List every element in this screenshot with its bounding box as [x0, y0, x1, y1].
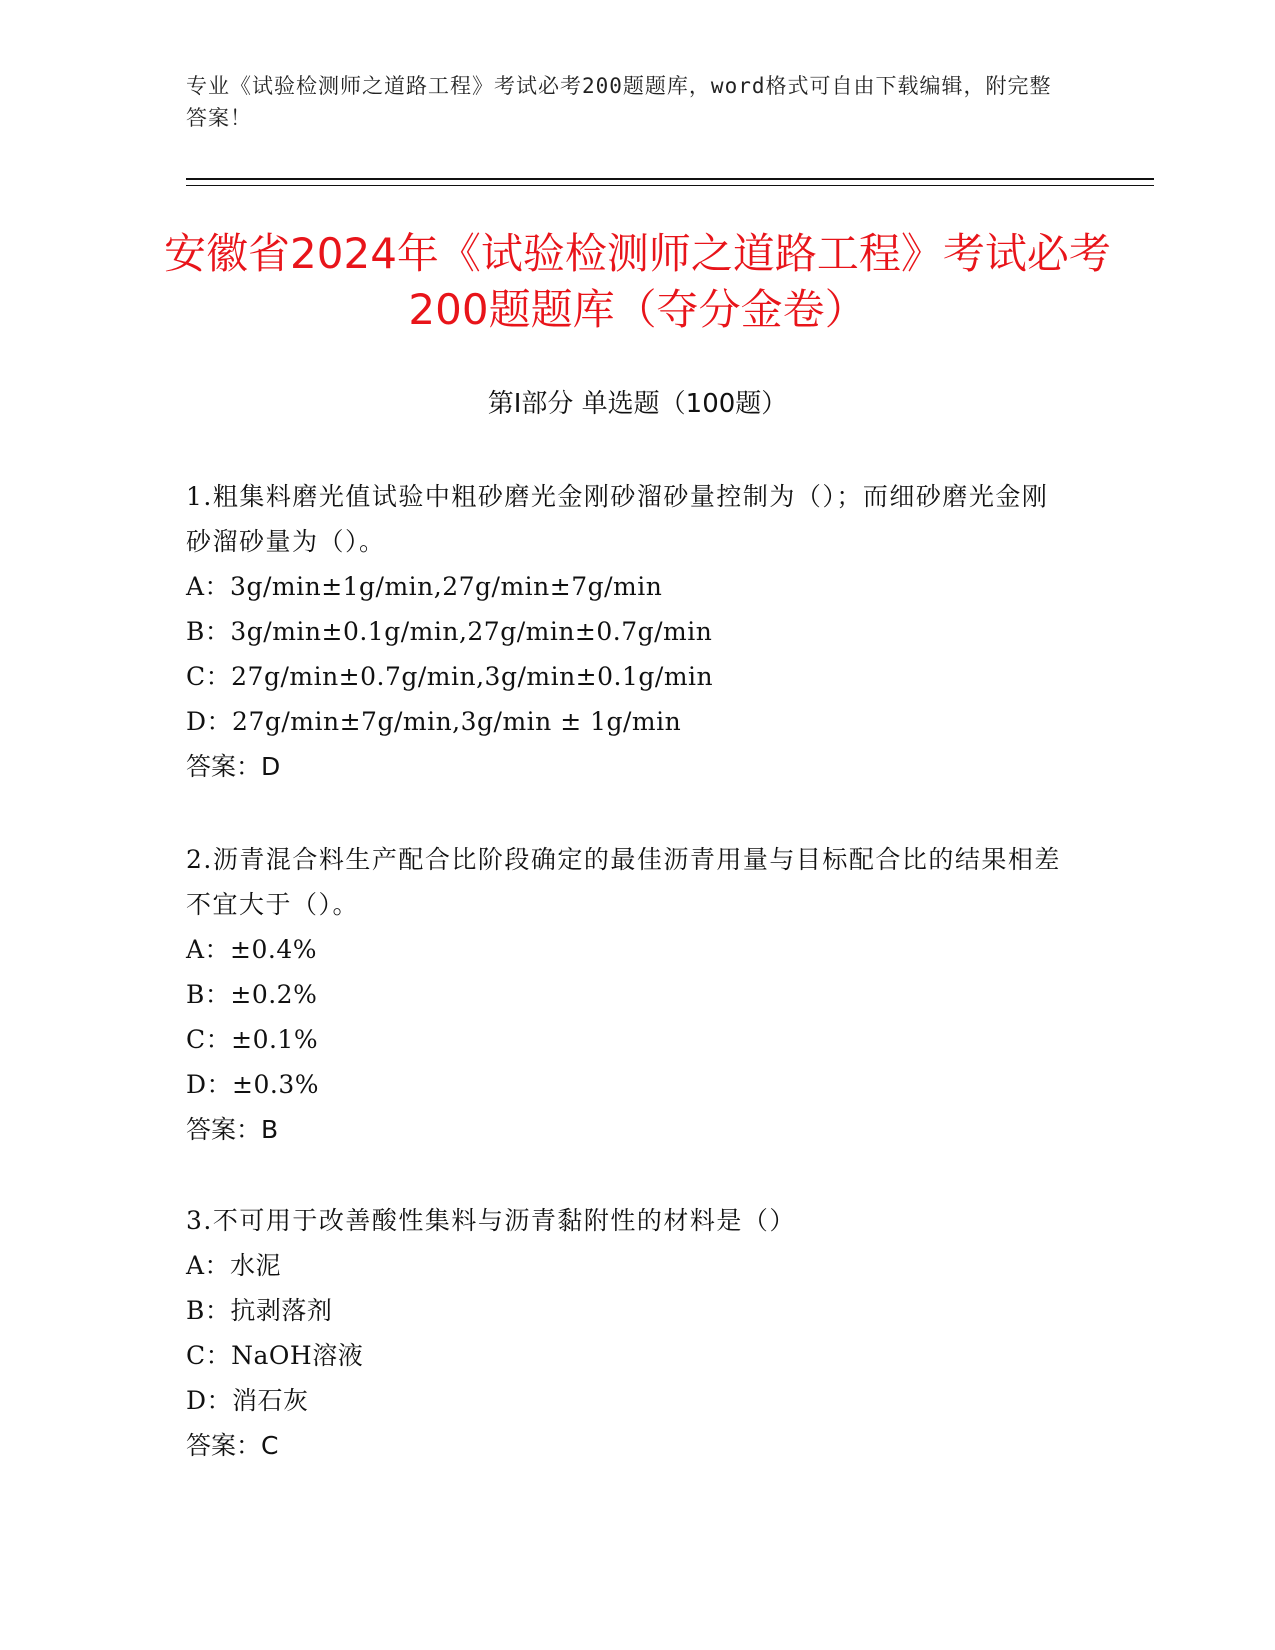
- option-a: A：±0.4%: [186, 935, 318, 964]
- question-stem: 2.沥青混合料生产配合比阶段确定的最佳沥青用量与目标配合比的结果相差不宜大于（）。: [186, 845, 1061, 919]
- option-b: B：3g/min±0.1g/min,27g/min±0.7g/min: [186, 617, 713, 646]
- question-2: [186, 837, 1066, 1152]
- option-a: A：3g/min±1g/min,27g/min±7g/min: [186, 572, 663, 601]
- question-stem: 3.不可用于改善酸性集料与沥青黏附性的材料是（）: [186, 1206, 796, 1235]
- section-title: 第I部分 单选题（100题）: [487, 389, 788, 419]
- option-c: C：±0.1%: [186, 1025, 319, 1054]
- header-divider-thin: [186, 185, 1154, 186]
- option-d: D：27g/min±7g/min,3g/min ± 1g/min: [186, 707, 682, 736]
- option-c: C：NaOH溶液: [186, 1341, 364, 1370]
- option-b: B：抗剥落剂: [186, 1296, 333, 1325]
- answer-label: 答案：C: [186, 1431, 279, 1460]
- header-note: 专业《试验检测师之道路工程》考试必考200题题库，word格式可自由下载编辑，附完整答案！: [186, 74, 1052, 130]
- option-d: D：±0.3%: [186, 1070, 320, 1099]
- question-3: [186, 1198, 1066, 1468]
- option-c: C：27g/min±0.7g/min,3g/min±0.1g/min: [186, 662, 714, 691]
- answer-label: 答案：D: [186, 752, 281, 781]
- document-title: 安徽省2024年《试验检测师之道路工程》考试必考200题题库（夺分金卷）: [164, 229, 1111, 334]
- option-b: B：±0.2%: [186, 980, 318, 1009]
- question-1: [186, 474, 1066, 789]
- header-divider-thick: [186, 178, 1154, 180]
- answer-label: 答案：B: [186, 1115, 279, 1144]
- question-stem: 1.粗集料磨光值试验中粗砂磨光金刚砂溜砂量控制为（）；而细砂磨光金刚砂溜砂量为（）。: [186, 482, 1049, 556]
- option-a: A：水泥: [186, 1251, 282, 1280]
- option-d: D：消石灰: [186, 1386, 309, 1415]
